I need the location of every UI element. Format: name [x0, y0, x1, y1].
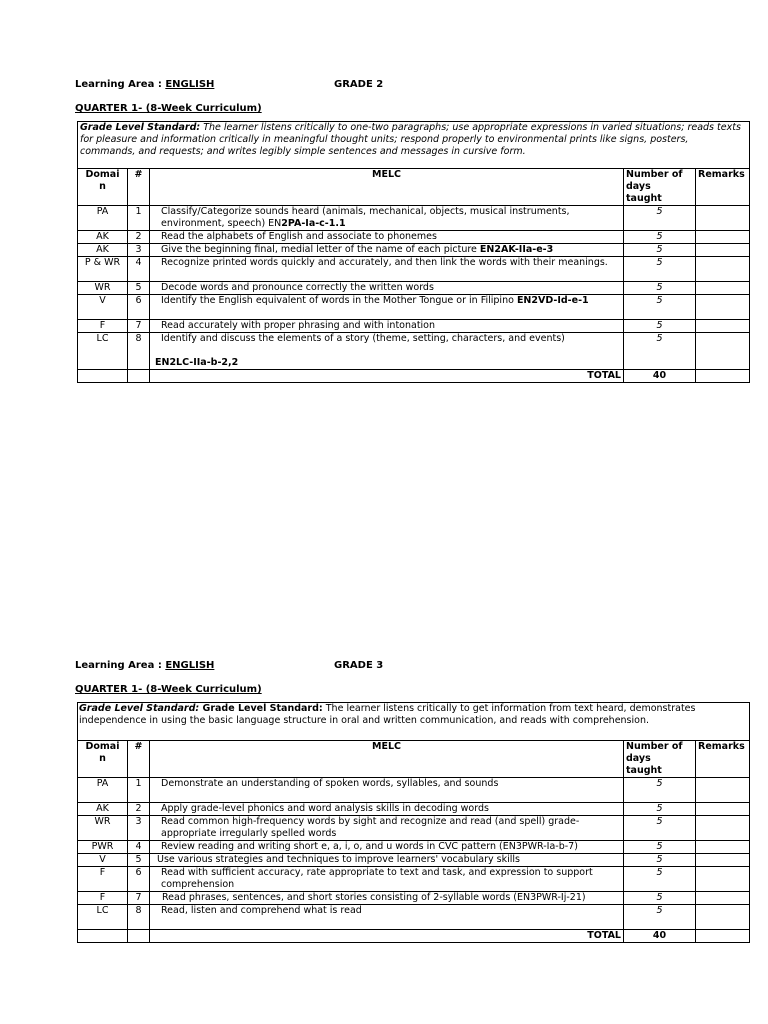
row-days: 5: [624, 333, 696, 370]
table-row: [78, 816, 750, 841]
row-melc: Classify/Categorize sounds heard (animals, mechanical, objects, musical instruments, environment, speech) EN2PA-Ia-c-1.1: [150, 206, 624, 231]
row-days: 5: [624, 295, 696, 320]
row-days: 5: [624, 282, 696, 295]
header-remarks: Remarks: [696, 169, 750, 206]
row-num: 7: [128, 892, 150, 905]
row-domain: AK: [78, 244, 128, 257]
header-melc: MELC: [150, 169, 624, 206]
row-days: 5: [624, 816, 696, 841]
table-row: [78, 231, 750, 244]
grade-standard-g2: [78, 122, 750, 169]
row-days: 5: [624, 244, 696, 257]
row-remarks: [696, 867, 750, 892]
header-days: Number of days taught: [624, 741, 696, 778]
row-domain: V: [78, 854, 128, 867]
row-remarks: [696, 231, 750, 244]
standard-text-2: commands, and requests; and writes legibly simple sentences and messages in cursive form.: [80, 146, 526, 157]
row-remarks: [696, 295, 750, 320]
row-domain: P & WR: [78, 257, 128, 282]
row-num: 4: [128, 257, 150, 282]
table-row: [78, 257, 750, 282]
row-remarks: [696, 257, 750, 282]
row-num: 3: [128, 244, 150, 257]
row-domain: PA: [78, 778, 128, 803]
row-domain: F: [78, 867, 128, 892]
total-label: TOTAL: [150, 930, 624, 943]
row-num: 6: [128, 867, 150, 892]
row-melc: Identify the English equivalent of words in the Mother Tongue or in Filipino EN2VD-Id-e-1: [150, 295, 624, 320]
row-domain: WR: [78, 282, 128, 295]
row-remarks: [696, 244, 750, 257]
table-row: [78, 841, 750, 854]
learning-area-g3: [75, 660, 214, 671]
header-melc: MELC: [150, 741, 624, 778]
total-row: [78, 370, 750, 383]
row-melc: Review reading and writing short e, a, i, o, and u words in CVC pattern (EN3PWR-Ia-b-7): [150, 841, 624, 854]
row-remarks: [696, 206, 750, 231]
row-melc: Apply grade-level phonics and word analysis skills in decoding words: [150, 803, 624, 816]
quarter-title-g2: QUARTER 1- (8-Week Curriculum): [75, 103, 262, 114]
standard-text: The learner listens critically to get information from text heard, demonstrates independence in using the basic language structure in oral and written communication, and reads with comprehension.: [79, 703, 696, 726]
row-melc: Read, listen and comprehend what is read: [150, 905, 624, 930]
row-num: 2: [128, 231, 150, 244]
row-domain: WR: [78, 816, 128, 841]
row-num: 8: [128, 905, 150, 930]
table-row: [78, 295, 750, 320]
row-domain: F: [78, 320, 128, 333]
table-row: [78, 320, 750, 333]
row-num: 1: [128, 206, 150, 231]
row-remarks: [696, 282, 750, 295]
table-row: [78, 867, 750, 892]
row-remarks: [696, 841, 750, 854]
header-row: [78, 169, 750, 206]
row-melc: Give the beginning final, medial letter of the name of each picture EN2AK-IIa-e-3: [150, 244, 624, 257]
learning-area-label: Learning Area :: [75, 79, 166, 90]
standard-label-2: Grade Level Standard:: [202, 703, 323, 714]
learning-area-value: ENGLISH: [165, 660, 215, 671]
row-remarks: [696, 905, 750, 930]
row-days: 5: [624, 854, 696, 867]
standard-label: Grade Level Standard:: [79, 703, 200, 714]
header-domain: Domai n: [78, 169, 128, 206]
row-melc: Read common high-frequency words by sight and recognize and read (and spell) grade-appropriate irregularly spelled words: [150, 816, 624, 841]
table-row: [78, 778, 750, 803]
total-label: TOTAL: [150, 370, 624, 383]
row-melc: Read accurately with proper phrasing and with intonation: [150, 320, 624, 333]
row-days: 5: [624, 892, 696, 905]
quarter-title-g3: QUARTER 1- (8-Week Curriculum): [75, 684, 262, 695]
total-value: 40: [624, 930, 696, 943]
row-remarks: [696, 778, 750, 803]
row-days: 5: [624, 905, 696, 930]
row-num: 7: [128, 320, 150, 333]
row-domain: PWR: [78, 841, 128, 854]
header-remarks: Remarks: [696, 741, 750, 778]
row-melc: Demonstrate an understanding of spoken words, syllables, and sounds: [150, 778, 624, 803]
row-domain: F: [78, 892, 128, 905]
row-days: 5: [624, 320, 696, 333]
row-melc: Recognize printed words quickly and accurately, and then link the words with their meanings.: [150, 257, 624, 282]
table-row: [78, 333, 750, 370]
total-row: [78, 930, 750, 943]
row-melc: Identify and discuss the elements of a story (theme, setting, characters, and events) EN2LC-IIa-b-2,2: [150, 333, 624, 370]
grade-label-g2: GRADE 2: [334, 79, 384, 90]
row-remarks: [696, 320, 750, 333]
header-days: Number of days taught: [624, 169, 696, 206]
row-num: 6: [128, 295, 150, 320]
standard-label: Grade Level Standard:: [80, 122, 201, 133]
row-num: 5: [128, 854, 150, 867]
row-domain: PA: [78, 206, 128, 231]
row-domain: AK: [78, 803, 128, 816]
header-num: #: [128, 169, 150, 206]
row-days: 5: [624, 841, 696, 854]
grade-label-g3: GRADE 3: [334, 660, 384, 671]
row-remarks: [696, 854, 750, 867]
header-num: #: [128, 741, 150, 778]
table-row: [78, 854, 750, 867]
row-num: 3: [128, 816, 150, 841]
row-domain: LC: [78, 905, 128, 930]
row-num: 2: [128, 803, 150, 816]
learning-area-g2: [75, 79, 214, 90]
row-days: 5: [624, 257, 696, 282]
row-remarks: [696, 892, 750, 905]
table-row: [78, 803, 750, 816]
row-num: 8: [128, 333, 150, 370]
table-row: [78, 244, 750, 257]
total-value: 40: [624, 370, 696, 383]
header-domain: Domai n: [78, 741, 128, 778]
row-remarks: [696, 816, 750, 841]
row-days: 5: [624, 206, 696, 231]
table-row: [78, 905, 750, 930]
learning-area-value: ENGLISH: [165, 79, 215, 90]
header-row: [78, 741, 750, 778]
row-remarks: [696, 333, 750, 370]
row-days: 5: [624, 803, 696, 816]
row-melc: Decode words and pronounce correctly the written words: [150, 282, 624, 295]
melc-table-g3: [77, 702, 750, 943]
row-num: 4: [128, 841, 150, 854]
table-row: [78, 282, 750, 295]
table-row: [78, 892, 750, 905]
row-num: 1: [128, 778, 150, 803]
row-days: 5: [624, 778, 696, 803]
learning-area-label: Learning Area :: [75, 660, 166, 671]
row-days: 5: [624, 867, 696, 892]
row-domain: V: [78, 295, 128, 320]
row-melc: Use various strategies and techniques to improve learners' vocabulary skills: [150, 854, 624, 867]
row-domain: AK: [78, 231, 128, 244]
row-melc: Read the alphabets of English and associate to phonemes: [150, 231, 624, 244]
table-row: [78, 206, 750, 231]
grade-standard-g3: [78, 703, 750, 741]
row-melc: Read phrases, sentences, and short stories consisting of 2-syllable words (EN3PWR-Ij-21): [150, 892, 624, 905]
row-days: 5: [624, 231, 696, 244]
standard-text: The learner listens critically to one-two paragraphs; use appropriate expressions in varied situations; reads texts for pleasure and information critically in meaningful thought units; respond properly to environmental prints like signs, posters,: [80, 122, 741, 145]
row-num: 5: [128, 282, 150, 295]
row-melc: Read with sufficient accuracy, rate appropriate to text and task, and expression to support comprehension: [150, 867, 624, 892]
row-domain: LC: [78, 333, 128, 370]
row-remarks: [696, 803, 750, 816]
melc-table-g2: [77, 121, 750, 383]
